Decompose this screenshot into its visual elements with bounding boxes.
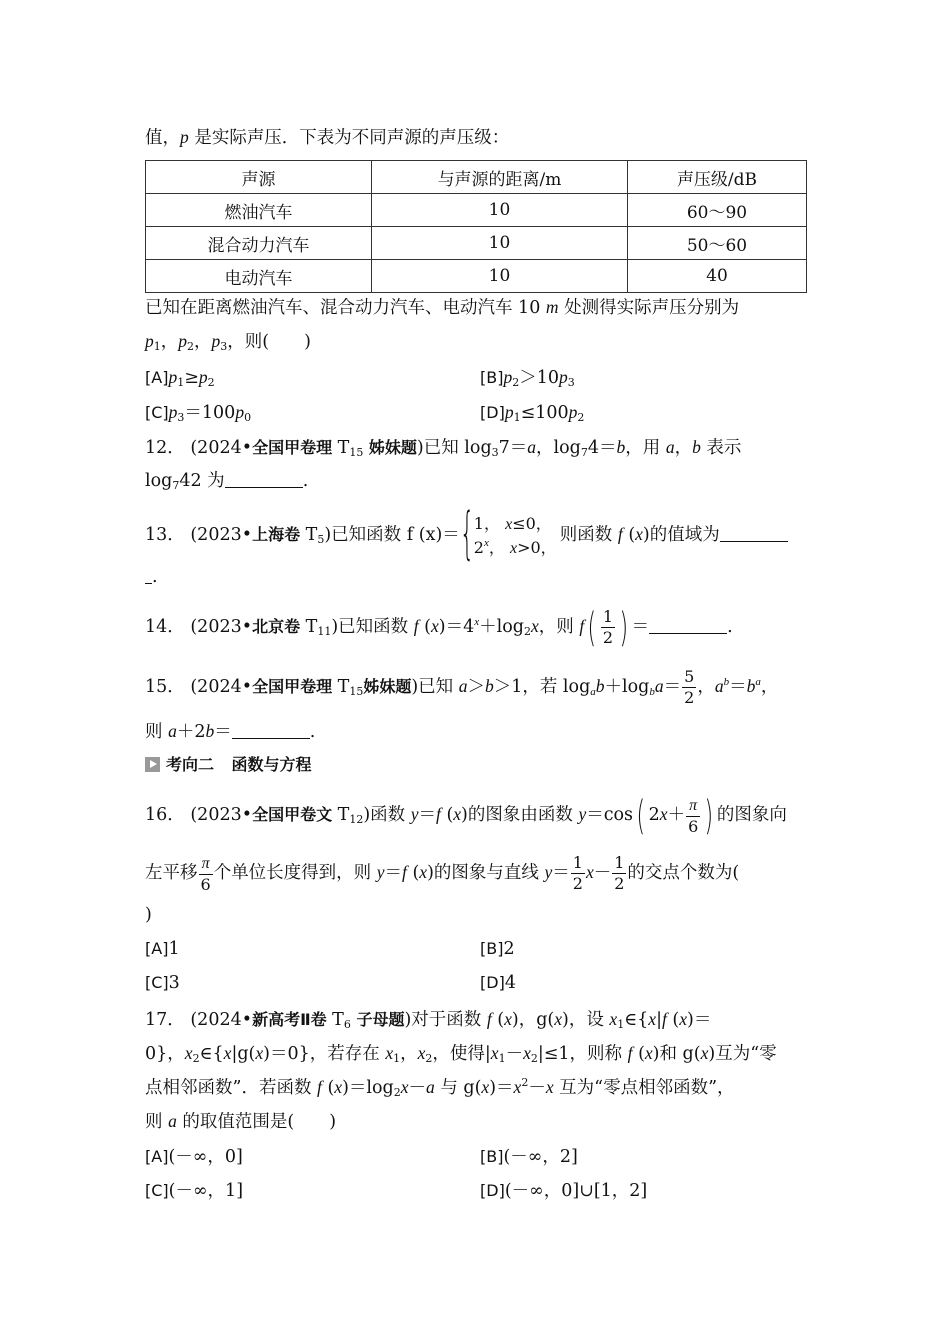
table-header-row — [146, 161, 807, 194]
q13-line2: . — [145, 566, 158, 588]
q16-option-a[interactable]: [A]1 — [145, 939, 180, 959]
q12-line2: $\log_742$ 为 . — [145, 471, 309, 492]
q17-option-a[interactable]: [A](－∞，0] — [145, 1147, 243, 1167]
q13-line: 13． (2023•上海卷 $T_5$)已知函数 f (x)＝ { 1， x≤0， 2$^x$， x>0， 则函数 f (x)的值域为 — [145, 508, 788, 562]
section-heading: 考向二 函数与方程 — [145, 754, 312, 776]
q11-line2: $p_1$，$p_2$，$p_3$，则( ) — [145, 331, 311, 353]
table-header: 与声源的距离/m — [372, 161, 628, 194]
table-cell: 混合动力汽车 — [146, 227, 372, 260]
q11-line1: 已知在距离燃油汽车、混合动力汽车、电动汽车 10 m 处测得实际声压分别为 — [145, 297, 740, 318]
table-row — [146, 227, 807, 260]
piecewise-function: { 1， x≤0， 2$^x$， x>0， — [459, 500, 557, 566]
q17-option-b[interactable]: [B](－∞，2] — [480, 1147, 578, 1167]
table-row — [146, 260, 807, 293]
q11-option-a[interactable]: $[A]p_1\ge p_2$ — [145, 367, 215, 389]
table-cell: 40 — [628, 260, 807, 293]
table-cell: 燃油汽车 — [146, 194, 372, 227]
table-header: 声源 — [146, 161, 372, 194]
table-cell: 电动汽车 — [146, 260, 372, 293]
q17-line3: 点相邻函数”．若函数 f $(x)=\log_2x-a$ 与 $g(x)=x^2-x$ 互为“零点相邻函数”， — [145, 1076, 735, 1099]
table-header: 声压级/dB — [628, 161, 807, 194]
q17-line4: 则 a 的取值范围是( ) — [145, 1111, 337, 1132]
q17-line2: 0}，$x_2\in\{x|g(x)=0\}$，若存在 $x_1$，$x_2$，使得$|x_1-x_2|\le 1$，则称 f (x)和 g(x)互为“零 — [145, 1043, 777, 1065]
table-cell: 10 — [372, 260, 628, 293]
sound-level-table — [145, 160, 807, 293]
q16-option-c[interactable]: [C]3 — [145, 973, 180, 993]
q16-line1: 16． (2023•全国甲卷文 $T_{12}$)函数 y＝f (x)的图象由函数 y＝cos( 2x＋ $\frac{\pi}{6}$ ) 的图象向 — [145, 792, 787, 839]
intro-text: 值，p 是实际声压．下表为不同声源的声压级： — [145, 127, 510, 148]
q17-option-c[interactable]: [C](－∞，1] — [145, 1181, 244, 1201]
q16-option-d[interactable]: [D]4 — [480, 973, 516, 993]
q16-line2: 左平移 $\frac{\pi}{6}$ 个单位长度得到，则 y＝f (x)的图象与直线 y＝ $\frac{1}{2}$ x－ $\frac{1}{2}$ 的交点个数为( — [145, 853, 740, 894]
q15-line1: 15． (2024•全国甲卷理 $T_{15}$姊妹题)已知 a＞b＞1，若 $\log_ab+\log_ba=$ $\frac{5}{2}$ ，$a^b=b^a$， — [145, 667, 779, 707]
table-cell: 10 — [372, 227, 628, 260]
table-cell: 60～90 — [628, 194, 807, 227]
table-cell: 10 — [372, 194, 628, 227]
q17-line1: 17． (2024•新高考Ⅱ卷 $T_6$ 子母题)对于函数 f (x)，g(x)，设 $x_1\in\{x|f$ (x)＝ — [145, 1009, 712, 1031]
q16-line3: ) — [145, 905, 152, 925]
q11-option-c[interactable]: $[C]p_3=100p_0$ — [145, 402, 252, 424]
play-triangle-icon — [145, 757, 160, 772]
q16-option-b[interactable]: [B]2 — [480, 939, 515, 959]
q14-line: 14． (2023•北京卷 $T_{11}$)已知函数 f $(x)=4^x+\log_2x$，则 f( $\frac{1}{2}$ ) ＝ . — [145, 604, 733, 651]
table-cell: 50～60 — [628, 227, 807, 260]
table-row — [146, 194, 807, 227]
q15-line2: 则 a＋2b＝ . — [145, 721, 316, 742]
q17-option-d[interactable]: [D](－∞，0]∪[1，2] — [480, 1181, 648, 1201]
q12-line1: 12． (2024•全国甲卷理 $T_{15}$ 姊妹题)已知 $\log_37=a$，$\log_74=b$，用 a，b 表示 — [145, 437, 742, 459]
q11-option-b[interactable]: $[B]p_2>10p_3$ — [480, 367, 575, 389]
q11-option-d[interactable]: $[D]p_1\le 100p_2$ — [480, 402, 585, 424]
